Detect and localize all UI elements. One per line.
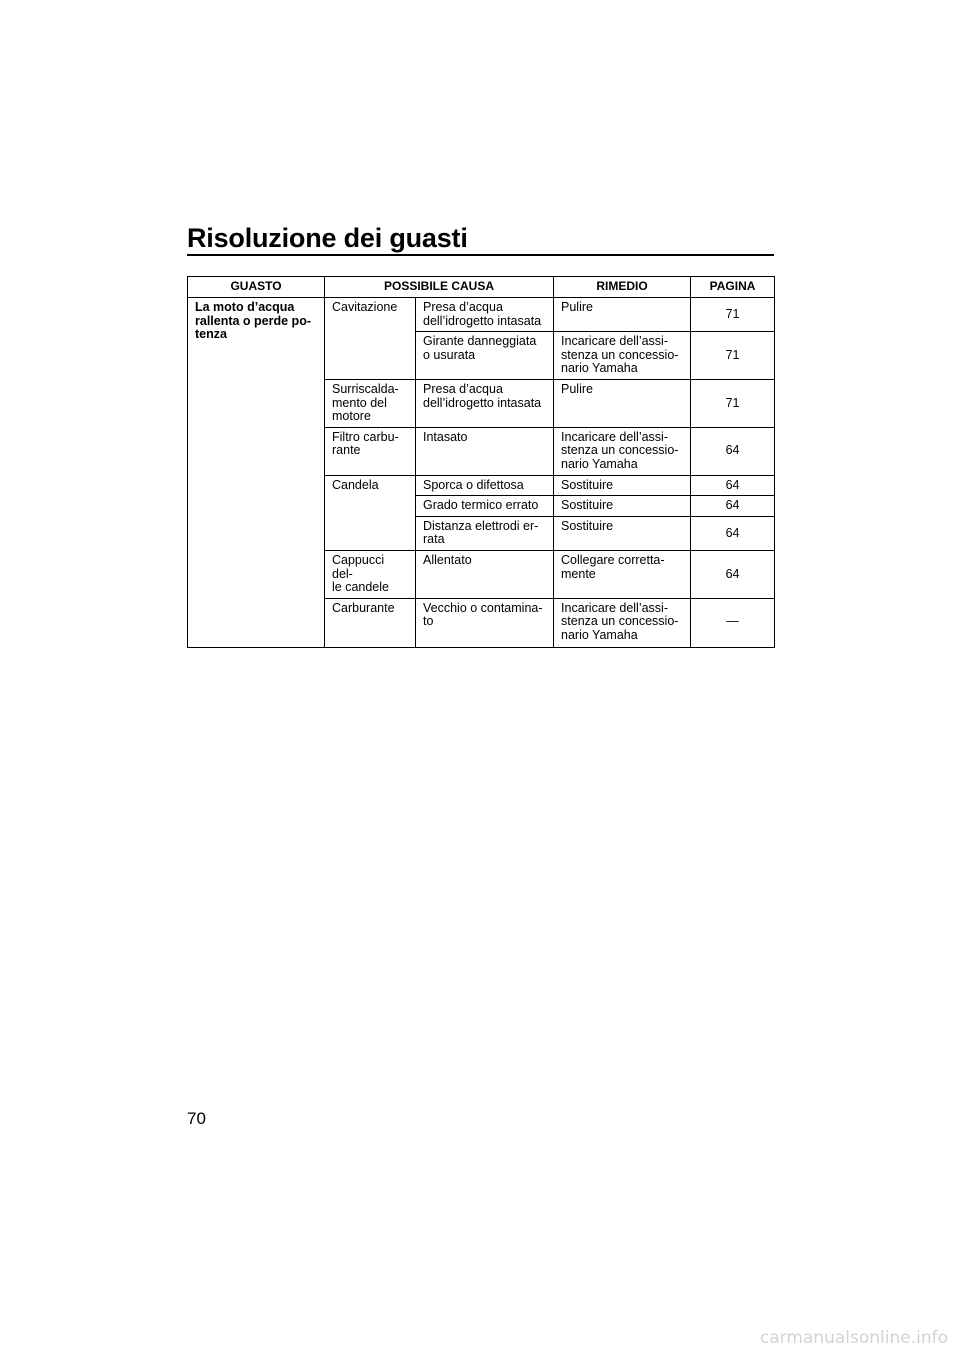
cause-cell: Filtro carbu- rante — [325, 427, 416, 475]
page-cell: 64 — [691, 496, 775, 517]
header-causa: POSSIBILE CAUSA — [325, 277, 554, 298]
remedy-cell: Sostituire — [554, 496, 691, 517]
detail-cell: Presa d’acqua dell’idrogetto intasata — [416, 298, 554, 332]
detail-cell: Allentato — [416, 550, 554, 598]
remedy-cell: Sostituire — [554, 516, 691, 550]
page-cell: 64 — [691, 550, 775, 598]
remedy-cell: Incaricare dell’assi- stenza un concessio- nario Yamaha — [554, 332, 691, 380]
cause-cell: Carburante — [325, 598, 416, 648]
remedy-cell: Incaricare dell’assi- stenza un concessio- nario Yamaha — [554, 427, 691, 475]
page-cell: — — [691, 598, 775, 648]
cause-cell: Cappucci del- le candele — [325, 550, 416, 598]
detail-cell: Presa d’acqua dell’idrogetto intasata — [416, 379, 554, 427]
page-cell: 64 — [691, 475, 775, 496]
troubleshooting-table — [187, 276, 775, 648]
detail-cell: Grado termico errato — [416, 496, 554, 517]
detail-cell: Girante danneggiata o usurata — [416, 332, 554, 380]
header-pagina: PAGINA — [691, 277, 775, 298]
title-rule — [187, 254, 774, 256]
page-cell: 71 — [691, 379, 775, 427]
remedy-cell: Collegare corretta- mente — [554, 550, 691, 598]
detail-cell: Distanza elettrodi er- rata — [416, 516, 554, 550]
header-row — [188, 277, 775, 298]
page-number: 70 — [187, 1109, 206, 1128]
remedy-cell: Sostituire — [554, 475, 691, 496]
fault-cell: La moto d’acqua rallenta o perde po- tenza — [188, 298, 325, 648]
page-cell: 71 — [691, 298, 775, 332]
remedy-cell: Pulire — [554, 379, 691, 427]
page-cell: 64 — [691, 516, 775, 550]
table-row — [188, 298, 775, 332]
detail-cell: Intasato — [416, 427, 554, 475]
cause-cell: Surriscalda- mento del motore — [325, 379, 416, 427]
page-cell: 71 — [691, 332, 775, 380]
header-rimedio: RIMEDIO — [554, 277, 691, 298]
remedy-cell: Incaricare dell’assi- stenza un concessio- nario Yamaha — [554, 598, 691, 648]
cause-cell: Cavitazione — [325, 298, 416, 380]
page-cell: 64 — [691, 427, 775, 475]
watermark: carmanualsonline.info — [759, 1328, 948, 1348]
cause-cell: Candela — [325, 475, 416, 550]
page-title: Risoluzione dei guasti — [187, 223, 468, 253]
detail-cell: Sporca o difettosa — [416, 475, 554, 496]
header-guasto: GUASTO — [188, 277, 325, 298]
remedy-cell: Pulire — [554, 298, 691, 332]
detail-cell: Vecchio o contamina- to — [416, 598, 554, 648]
